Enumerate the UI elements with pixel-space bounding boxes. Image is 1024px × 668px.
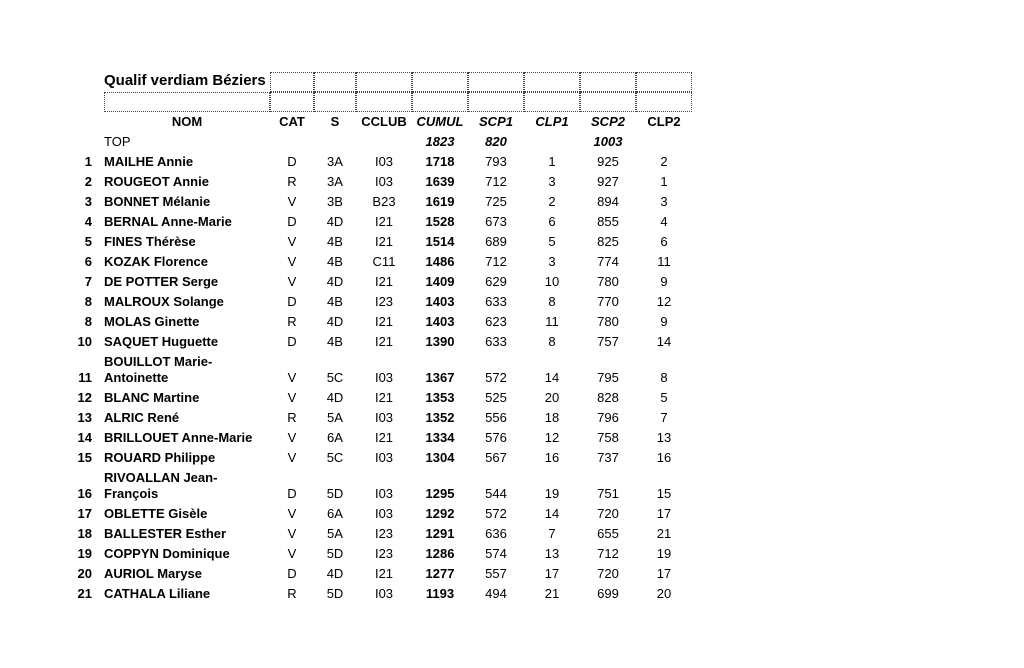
cell-clp1: 7 <box>548 526 556 541</box>
cell-rank: 15 <box>77 450 92 465</box>
header-cat: CAT <box>279 114 305 129</box>
cell-clp2: 4 <box>660 214 668 229</box>
cell-scp1: 712 <box>485 174 507 189</box>
cell-clp1: 2 <box>548 194 556 209</box>
cell-scp2: 894 <box>597 194 619 209</box>
cell-scp1: 623 <box>485 314 507 329</box>
cell-s: 4B <box>327 334 343 349</box>
cell-clp1: 14 <box>544 370 560 385</box>
cell-clp1: 11 <box>545 314 559 329</box>
cell-scp2: 828 <box>597 390 619 405</box>
cell-s: 4B <box>327 234 343 249</box>
cell-cumul: 1353 <box>425 390 455 405</box>
cell-clp1: 13 <box>544 546 560 561</box>
cell-clp1: 18 <box>544 410 560 425</box>
cell-clp1: 5 <box>548 234 556 249</box>
cell-cat: V <box>287 194 297 209</box>
cell-scp2: 796 <box>597 410 619 425</box>
header-scp1: SCP1 <box>479 114 513 129</box>
cell-cat: V <box>287 390 297 405</box>
cell-scp2: 720 <box>597 566 619 581</box>
cell-cumul: 1295 <box>425 486 455 501</box>
cell-club: B23 <box>372 194 396 209</box>
cell-cat: V <box>287 526 297 541</box>
cell-rank: 11 <box>78 370 92 385</box>
cell-club: I03 <box>374 586 394 601</box>
cell-clp2: 21 <box>656 526 672 541</box>
cell-scp1: 572 <box>485 506 507 521</box>
header-cclub: CCLUB <box>361 114 407 129</box>
cell-rank: 17 <box>77 506 92 521</box>
cell-club: I21 <box>374 314 394 329</box>
cell-scp1: 576 <box>485 430 507 445</box>
header-nom: NOM <box>171 114 203 129</box>
cell-cumul: 1409 <box>425 274 455 289</box>
cell-scp2: 925 <box>597 154 619 169</box>
cell-cumul: 1304 <box>425 450 455 465</box>
cell-clp2: 17 <box>656 506 672 521</box>
cell-clp2: 17 <box>656 566 672 581</box>
cell-cumul: 1639 <box>425 174 455 189</box>
grid-cell <box>356 72 412 92</box>
cell-scp2: 751 <box>597 486 619 501</box>
cell-cat: D <box>287 566 297 581</box>
cell-cat: D <box>287 214 297 229</box>
cell-clp1: 1 <box>548 154 556 169</box>
grid-cell <box>270 72 314 92</box>
sheet-title: Qualif verdiam Béziers <box>104 72 266 89</box>
participant-name: RIVOALLAN Jean- <box>104 470 218 485</box>
header-clp1: CLP1 <box>535 114 569 129</box>
cell-club: I21 <box>374 274 394 289</box>
cell-cat: V <box>287 506 297 521</box>
cell-rank: 4 <box>84 214 92 229</box>
cell-cumul: 1619 <box>425 194 455 209</box>
cell-scp1: 793 <box>485 154 507 169</box>
cell-s: 6A <box>327 430 343 445</box>
cell-clp1: 17 <box>544 566 560 581</box>
cell-s: 4D <box>326 274 344 289</box>
cell-cat: R <box>287 410 297 425</box>
cell-clp2: 1 <box>660 174 668 189</box>
cell-club: I03 <box>374 486 394 501</box>
cell-s: 5D <box>326 546 344 561</box>
participant-name: MOLAS Ginette <box>104 314 200 329</box>
grid-cell <box>468 72 524 92</box>
grid-cell <box>524 72 580 92</box>
cell-club: C11 <box>372 254 396 269</box>
cell-cumul: 1193 <box>425 586 455 601</box>
cell-rank: 3 <box>84 194 92 209</box>
cell-club: I21 <box>374 234 394 249</box>
cell-cumul: 1292 <box>425 506 455 521</box>
cell-rank: 13 <box>77 410 92 425</box>
cell-rank: 19 <box>77 546 92 561</box>
cell-cat: V <box>287 254 297 269</box>
cell-rank: 8 <box>84 314 92 329</box>
header-cumul: CUMUL <box>416 114 464 129</box>
cell-cumul: 1514 <box>425 234 455 249</box>
cell-scp1: 556 <box>485 410 507 425</box>
grid-cell <box>636 72 692 92</box>
cell-cat: D <box>287 334 297 349</box>
cell-clp2: 14 <box>656 334 672 349</box>
cell-clp1: 21 <box>544 586 560 601</box>
cell-rank: 12 <box>77 390 92 405</box>
cell-scp2: 737 <box>597 450 619 465</box>
cell-clp2: 20 <box>656 586 672 601</box>
header-scp2: SCP2 <box>591 114 625 129</box>
cell-scp1: 725 <box>485 194 507 209</box>
cell-rank: 18 <box>77 526 92 541</box>
cell-scp2: 758 <box>597 430 619 445</box>
cell-rank: 1 <box>84 154 92 169</box>
cell-scp1: 673 <box>485 214 507 229</box>
cell-cumul: 1528 <box>425 214 455 229</box>
cell-s: 4D <box>326 566 344 581</box>
header-clp2: CLP2 <box>647 114 681 129</box>
cell-club: I03 <box>374 174 394 189</box>
grid-cell <box>356 92 412 112</box>
cell-clp2: 2 <box>660 154 668 169</box>
cell-scp2: 774 <box>597 254 619 269</box>
grid-cell <box>412 72 468 92</box>
cell-scp1: 574 <box>485 546 507 561</box>
cell-s: 5D <box>326 586 344 601</box>
cell-cumul: 1486 <box>425 254 455 269</box>
cell-clp2: 5 <box>660 390 668 405</box>
cell-cat: R <box>287 314 297 329</box>
cell-cat: V <box>287 274 297 289</box>
top-cumul: 1823 <box>425 134 455 149</box>
participant-name: ALRIC René <box>104 410 180 425</box>
cell-scp1: 572 <box>485 370 507 385</box>
cell-s: 5D <box>326 486 344 501</box>
cell-club: I21 <box>374 430 394 445</box>
cell-rank: 14 <box>77 430 92 445</box>
cell-rank: 8 <box>84 294 92 309</box>
cell-cat: D <box>287 294 297 309</box>
cell-clp2: 6 <box>660 234 668 249</box>
cell-clp1: 20 <box>544 390 560 405</box>
cell-scp2: 655 <box>597 526 619 541</box>
cell-rank: 16 <box>77 486 92 501</box>
cell-clp2: 19 <box>656 546 672 561</box>
grid-cell <box>524 92 580 112</box>
grid-cell <box>270 92 314 112</box>
cell-cat: V <box>287 234 297 249</box>
participant-name: Antoinette <box>104 370 169 385</box>
cell-clp1: 3 <box>548 174 556 189</box>
participant-name: BALLESTER Esther <box>104 526 227 541</box>
cell-clp2: 12 <box>656 294 672 309</box>
cell-cumul: 1367 <box>425 370 455 385</box>
cell-clp2: 16 <box>656 450 672 465</box>
cell-scp2: 699 <box>597 586 619 601</box>
cell-clp1: 10 <box>544 274 560 289</box>
cell-scp2: 712 <box>597 546 619 561</box>
cell-s: 5C <box>326 370 344 385</box>
cell-club: I03 <box>374 370 394 385</box>
cell-scp2: 780 <box>597 274 619 289</box>
cell-cumul: 1403 <box>425 294 455 309</box>
participant-name: BERNAL Anne-Marie <box>104 214 232 229</box>
cell-club: I23 <box>374 546 394 561</box>
cell-club: I21 <box>374 214 394 229</box>
cell-cumul: 1286 <box>425 546 455 561</box>
top-scp1: 820 <box>485 134 507 149</box>
cell-scp2: 720 <box>597 506 619 521</box>
cell-s: 4D <box>326 214 344 229</box>
cell-cat: V <box>287 430 297 445</box>
participant-name: François <box>104 486 159 501</box>
cell-scp2: 855 <box>597 214 619 229</box>
cell-clp2: 11 <box>657 254 671 269</box>
cell-club: I23 <box>374 526 394 541</box>
participant-name: COPPYN Dominique <box>104 546 230 561</box>
participant-name: DE POTTER Serge <box>104 274 219 289</box>
top-label: TOP <box>104 134 131 149</box>
cell-s: 5A <box>327 410 343 425</box>
cell-cat: V <box>287 450 297 465</box>
cell-scp1: 636 <box>485 526 507 541</box>
cell-cat: D <box>287 486 297 501</box>
cell-club: I23 <box>374 294 394 309</box>
cell-scp1: 712 <box>485 254 507 269</box>
cell-clp1: 14 <box>544 506 560 521</box>
cell-rank: 5 <box>84 234 92 249</box>
cell-rank: 10 <box>77 334 92 349</box>
cell-s: 4D <box>326 314 344 329</box>
participant-name: BLANC Martine <box>104 390 200 405</box>
top-scp2: 1003 <box>593 134 623 149</box>
cell-cumul: 1352 <box>425 410 455 425</box>
cell-scp1: 629 <box>485 274 507 289</box>
cell-cumul: 1390 <box>425 334 455 349</box>
cell-s: 3A <box>327 154 343 169</box>
cell-club: I21 <box>374 334 394 349</box>
cell-scp1: 494 <box>485 586 507 601</box>
participant-name: KOZAK Florence <box>104 254 209 269</box>
cell-club: I03 <box>374 450 394 465</box>
cell-scp2: 825 <box>597 234 619 249</box>
cell-club: I03 <box>374 506 394 521</box>
cell-clp1: 6 <box>548 214 556 229</box>
participant-name: BONNET Mélanie <box>104 194 211 209</box>
cell-scp2: 927 <box>597 174 619 189</box>
cell-scp1: 689 <box>485 234 507 249</box>
cell-clp2: 9 <box>660 274 668 289</box>
cell-cat: V <box>287 546 297 561</box>
participant-name: SAQUET Huguette <box>104 334 219 349</box>
cell-s: 5A <box>327 526 343 541</box>
cell-s: 4B <box>327 294 343 309</box>
cell-cat: V <box>287 370 297 385</box>
cell-scp1: 557 <box>485 566 507 581</box>
cell-cumul: 1277 <box>425 566 455 581</box>
cell-club: I03 <box>374 154 394 169</box>
cell-scp1: 633 <box>485 334 507 349</box>
cell-clp2: 13 <box>656 430 672 445</box>
cell-clp2: 9 <box>660 314 668 329</box>
cell-clp1: 8 <box>548 294 556 309</box>
cell-s: 4B <box>327 254 343 269</box>
participant-name: CATHALA Liliane <box>104 586 211 601</box>
grid-cell <box>104 92 270 112</box>
cell-clp1: 16 <box>544 450 560 465</box>
cell-scp1: 544 <box>485 486 507 501</box>
cell-rank: 7 <box>84 274 92 289</box>
cell-clp1: 3 <box>548 254 556 269</box>
cell-clp1: 12 <box>544 430 560 445</box>
cell-rank: 6 <box>84 254 92 269</box>
cell-rank: 21 <box>77 586 92 601</box>
cell-scp1: 567 <box>485 450 507 465</box>
cell-club: I21 <box>374 390 394 405</box>
participant-name: OBLETTE Gisèle <box>104 506 208 521</box>
cell-cumul: 1334 <box>425 430 455 445</box>
cell-cumul: 1291 <box>425 526 455 541</box>
participant-name: ROUARD Philippe <box>104 450 216 465</box>
cell-clp2: 8 <box>660 370 668 385</box>
grid-cell <box>412 92 468 112</box>
cell-rank: 20 <box>77 566 92 581</box>
grid-cell <box>580 92 636 112</box>
cell-cumul: 1718 <box>425 154 455 169</box>
cell-clp2: 15 <box>656 486 672 501</box>
participant-name: AURIOL Maryse <box>104 566 203 581</box>
cell-scp2: 770 <box>597 294 619 309</box>
cell-scp2: 757 <box>597 334 619 349</box>
cell-clp1: 19 <box>544 486 560 501</box>
grid-cell <box>468 92 524 112</box>
cell-s: 6A <box>327 506 343 521</box>
cell-s: 4D <box>326 390 344 405</box>
grid-cell <box>314 72 356 92</box>
cell-rank: 2 <box>84 174 92 189</box>
header-s: S <box>330 114 340 129</box>
participant-name: MALROUX Solange <box>104 294 224 309</box>
cell-s: 5C <box>326 450 344 465</box>
cell-s: 3A <box>327 174 343 189</box>
cell-scp1: 633 <box>485 294 507 309</box>
cell-clp2: 7 <box>660 410 668 425</box>
grid-cell <box>580 72 636 92</box>
cell-cat: D <box>287 154 297 169</box>
participant-name: FINES Thérèse <box>104 234 196 249</box>
cell-scp1: 525 <box>485 390 507 405</box>
cell-clp2: 3 <box>660 194 668 209</box>
cell-cat: R <box>287 586 297 601</box>
grid-cell <box>636 92 692 112</box>
cell-club: I21 <box>374 566 394 581</box>
cell-cumul: 1403 <box>425 314 455 329</box>
cell-scp2: 780 <box>597 314 619 329</box>
cell-s: 3B <box>327 194 343 209</box>
cell-clp1: 8 <box>548 334 556 349</box>
cell-club: I03 <box>374 410 394 425</box>
cell-cat: R <box>287 174 297 189</box>
cell-scp2: 795 <box>597 370 619 385</box>
participant-name: MAILHE Annie <box>104 154 194 169</box>
grid-cell <box>314 92 356 112</box>
participant-name: ROUGEOT Annie <box>104 174 209 189</box>
participant-name: BRILLOUET Anne-Marie <box>104 430 253 445</box>
participant-name: BOUILLOT Marie- <box>104 354 213 369</box>
